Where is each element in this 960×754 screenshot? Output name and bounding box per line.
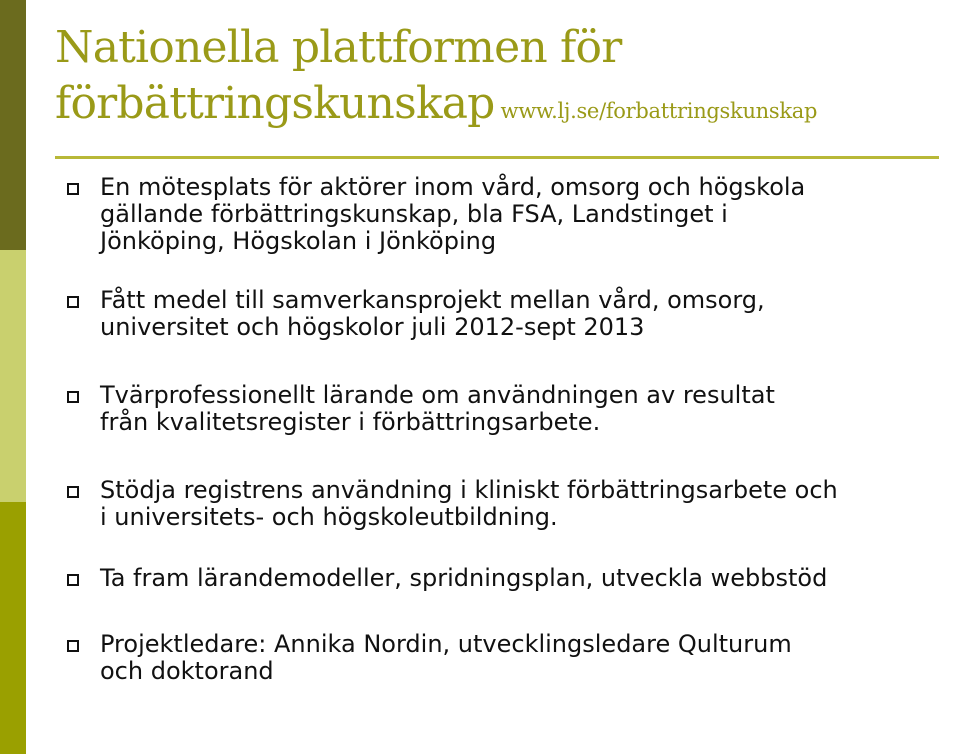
- bullet-item: Stödja registrens användning i kliniskt förbättringsarbete och i universitets- och högskoleutbildning.: [100, 476, 838, 531]
- bullet-item: En mötesplats för aktörer inom vård, omsorg och högskola gällande förbättringskunskap, bla FSA, Landstinget i Jönköping, Högskolan i Jönköping: [100, 173, 806, 255]
- title-line-2: [55, 76, 945, 139]
- square-bullet-icon: [67, 574, 79, 586]
- square-bullet-icon: [67, 183, 79, 195]
- title-url-link[interactable]: www.lj.se/forbattringskunskap: [500, 99, 818, 123]
- bullet-item: Projektledare: Annika Nordin, utvecklingsledare Qulturum och doktorand: [100, 630, 792, 685]
- bullet-item: Tvärprofessionellt lärande om användningen av resultat från kvalitetsregister i förbättringsarbete.: [100, 381, 775, 436]
- title-line-1: Nationella plattformen för: [55, 22, 622, 73]
- square-bullet-icon: [67, 391, 79, 403]
- sidebar-band-light: [0, 250, 26, 502]
- sidebar-band-dark: [0, 0, 26, 250]
- square-bullet-icon: [67, 640, 79, 652]
- slide-title: [55, 20, 945, 139]
- title-line-2-text: förbättringskunskap: [55, 78, 495, 129]
- bullet-item: Fått medel till samverkansprojekt mellan vård, omsorg, universitet och högskolor juli 2012-sept 2013: [100, 286, 765, 341]
- bullet-item: Ta fram lärandemodeller, spridningsplan, utveckla webbstöd: [100, 564, 828, 592]
- sidebar-band-olive: [0, 502, 26, 754]
- square-bullet-icon: [67, 296, 79, 308]
- title-underline: [55, 156, 939, 159]
- square-bullet-icon: [67, 486, 79, 498]
